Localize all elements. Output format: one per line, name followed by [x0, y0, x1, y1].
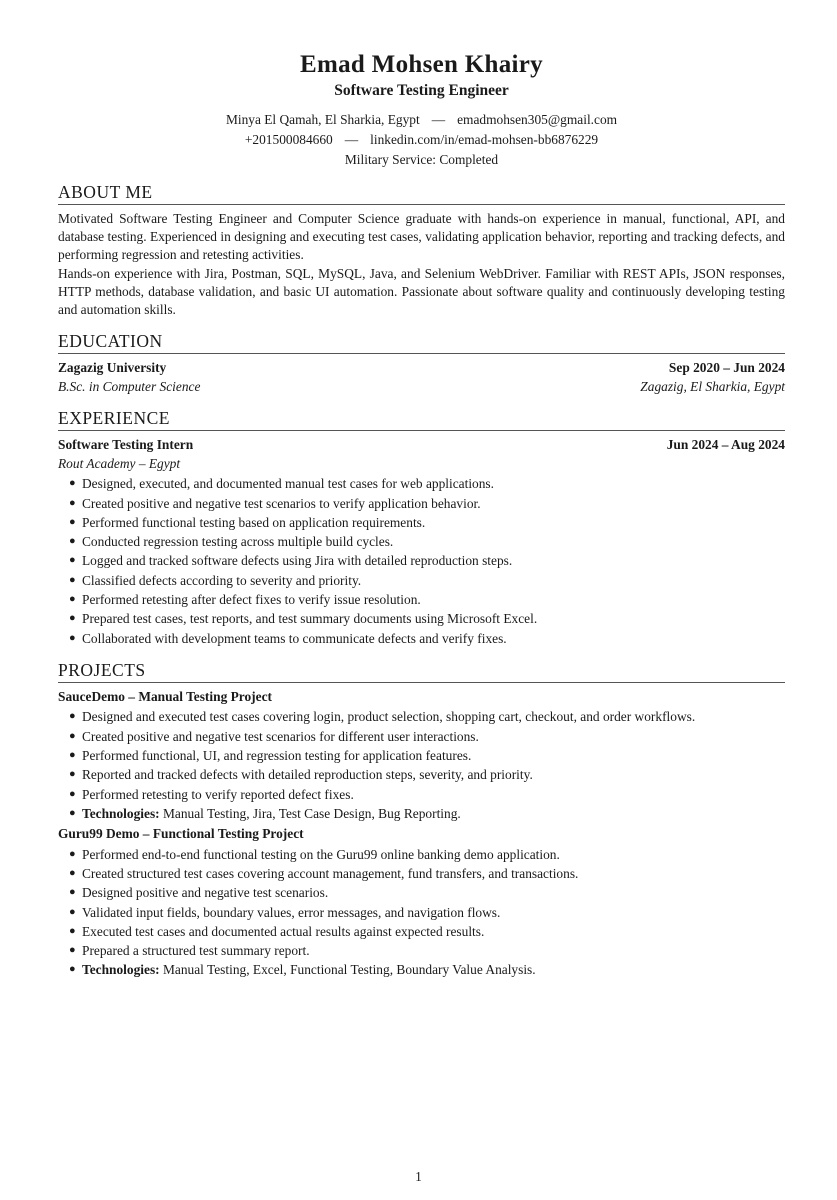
bullet-icon: ●: [69, 924, 76, 937]
bullet-icon: ●: [69, 748, 76, 761]
list-item: ● Created positive and negative test scenarios to verify application behavior.: [69, 494, 785, 513]
bullet-icon: ●: [69, 963, 76, 976]
degree: B.Sc. in Computer Science: [58, 378, 201, 394]
list-item: ● Logged and tracked software defects using Jira with detailed reproduction steps.: [69, 551, 785, 570]
experience-entry: [58, 436, 785, 648]
project-guru99: [58, 825, 785, 980]
project-title: SauceDemo – Manual Testing Project: [58, 688, 272, 704]
bullet-icon: ●: [69, 866, 76, 879]
bullet-icon: ●: [69, 631, 76, 644]
bullet-icon: ●: [69, 729, 76, 742]
education-location: Zagazig, El Sharkia, Egypt: [640, 378, 785, 394]
list-item: ● Performed functional, UI, and regression testing for application features.: [69, 746, 785, 765]
list-item: ● Collaborated with development teams to communicate defects and verify fixes.: [69, 629, 785, 648]
technologies-label: Technologies:: [82, 805, 160, 821]
list-item: ● Performed functional testing based on application requirements.: [69, 513, 785, 532]
bullet-icon: ●: [69, 535, 76, 548]
list-item: ● Performed end-to-end functional testing on the Guru99 online banking demo application.: [69, 845, 785, 864]
about-section: [58, 210, 785, 319]
bullet-icon: ●: [69, 612, 76, 625]
list-item: ● Prepared test cases, test reports, and test summary documents using Microsoft Excel.: [69, 609, 785, 628]
bullet-icon: ●: [69, 886, 76, 899]
candidate-name: Emad Mohsen Khairy: [300, 51, 543, 78]
contact-info: [58, 110, 785, 170]
list-item: ● Designed positive and negative test scenarios.: [69, 883, 785, 902]
project-title: Guru99 Demo – Functional Testing Project: [58, 826, 304, 842]
candidate-role: Software Testing Engineer: [334, 82, 509, 99]
contact-line-1: [58, 110, 785, 130]
list-item: ● Designed and executed test cases covering login, product selection, shopping cart, checkout, and order workflows.: [69, 707, 785, 726]
bullet-icon: ●: [69, 554, 76, 567]
section-title-education: EDUCATION: [58, 330, 785, 354]
bullet-icon: ●: [69, 768, 76, 781]
technologies-item: [69, 804, 785, 823]
bullet-icon: ●: [69, 787, 76, 800]
experience-dates: Jun 2024 – Aug 2024: [666, 437, 785, 453]
job-title: Software Testing Intern: [58, 437, 194, 453]
bullet-icon: ●: [69, 515, 76, 528]
bullet-icon: ●: [69, 847, 76, 860]
school-name: Zagazig University: [58, 360, 167, 376]
education-dates: Sep 2020 – Jun 2024: [668, 360, 785, 376]
technologies-item: [69, 960, 785, 979]
separator: —: [431, 112, 446, 127]
list-item: ● Reported and tracked defects with detailed reproduction steps, severity, and priority.: [69, 765, 785, 784]
list-item: ● Classified defects according to severity and priority.: [69, 571, 785, 590]
list-item: ● Validated input fields, boundary values, error messages, and navigation flows.: [69, 903, 785, 922]
section-title-projects: PROJECTS: [58, 659, 785, 683]
technologies-value: Manual Testing, Jira, Test Case Design, Bug Reporting.: [159, 805, 461, 821]
resume-page: [58, 50, 785, 980]
bullet-icon: ●: [69, 806, 76, 819]
list-item: ● Designed, executed, and documented manual test cases for web applications.: [69, 474, 785, 493]
military-status: Military Service: Completed: [344, 152, 499, 167]
list-item: ● Prepared a structured test summary report.: [69, 941, 785, 960]
bullet-icon: ●: [69, 477, 76, 490]
technologies-label: Technologies:: [82, 962, 160, 978]
phone-text: +201500084660: [244, 132, 333, 147]
education-entry: [58, 359, 785, 396]
section-title-experience: EXPERIENCE: [58, 407, 785, 431]
bullet-icon: ●: [69, 905, 76, 918]
section-title-about: ABOUT ME: [58, 181, 785, 205]
separator: —: [344, 132, 359, 147]
bullet-icon: ●: [69, 710, 76, 723]
location-text: Minya El Qamah, El Sharkia, Egypt: [225, 112, 420, 127]
list-item: ● Created structured test cases covering account management, fund transfers, and transactions.: [69, 864, 785, 883]
list-item: ● Performed retesting after defect fixes to verify issue resolution.: [69, 590, 785, 609]
technologies-value: Manual Testing, Excel, Functional Testing, Boundary Value Analysis.: [159, 962, 536, 978]
bullet-icon: ●: [69, 496, 76, 509]
about-paragraph: Motivated Software Testing Engineer and Computer Science graduate with hands-on experience in manual, functional, API, and database testing. Experienced in designing and executing test cases, validating application behavior, reporting and tracking defects, and performing regression and retesting activities.: [58, 211, 785, 263]
contact-line-2: [58, 130, 785, 150]
list-item: ● Executed test cases and documented actual results against expected results.: [69, 922, 785, 941]
list-item: ● Conducted regression testing across multiple build cycles.: [69, 532, 785, 551]
bullet-icon: ●: [69, 944, 76, 957]
list-item: ● Created positive and negative test scenarios for different user interactions.: [69, 727, 785, 746]
bullet-icon: ●: [69, 573, 76, 586]
project-bullets: [58, 845, 785, 980]
page-number: 1: [415, 1169, 422, 1184]
list-item: ● Performed retesting to verify reported defect fixes.: [69, 785, 785, 804]
email-link[interactable]: emadmohsen305@gmail.com: [457, 112, 618, 127]
company-name: Rout Academy – Egypt: [58, 455, 181, 471]
bullet-icon: ●: [69, 593, 76, 605]
linkedin-link[interactable]: linkedin.com/in/emad-mohsen-bb6876229: [370, 132, 599, 147]
resume-header: [58, 50, 785, 170]
project-bullets: [58, 707, 785, 823]
experience-bullets: [58, 474, 785, 648]
about-paragraph: Hands-on experience with Jira, Postman, SQL, MySQL, Java, and Selenium WebDriver. Familiar with REST APIs, JSON responses, HTTP methods, database validation, and basic UI automation. Passionate about software quality and continuously developing testing and automation skills.: [58, 265, 785, 318]
project-saucedemo: [58, 688, 785, 823]
